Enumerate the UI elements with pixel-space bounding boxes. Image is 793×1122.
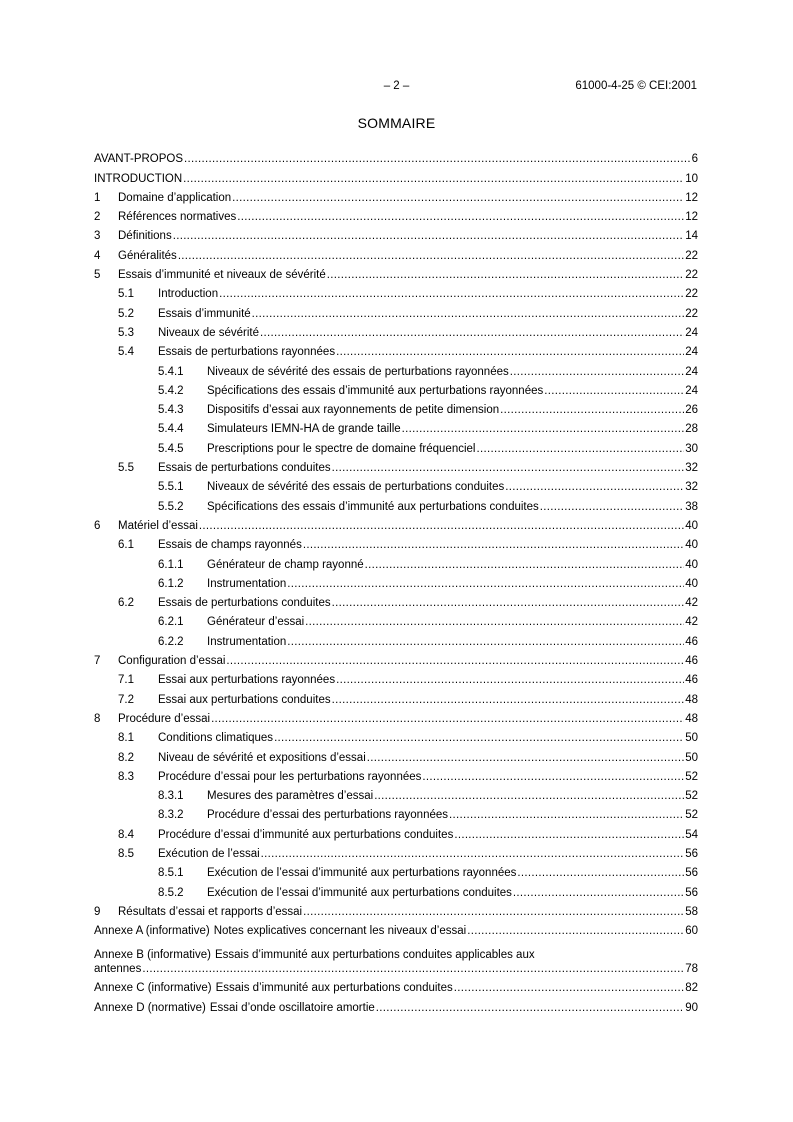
toc-number: 7.1 <box>118 674 134 687</box>
toc-label: Introduction <box>158 288 219 301</box>
dot-leader <box>544 384 684 398</box>
document-reference: 61000-4-25 © CEI:2001 <box>575 80 697 92</box>
toc-label: Essais de champs rayonnés <box>158 539 302 552</box>
toc-label: Définitions <box>118 230 172 243</box>
toc-page: 40 <box>685 558 698 571</box>
toc-page: 30 <box>685 442 698 455</box>
toc-page: 24 <box>685 365 698 378</box>
toc-number: 8.3.2 <box>158 809 184 822</box>
toc-page: 32 <box>685 462 698 475</box>
toc-page: 32 <box>685 481 698 494</box>
toc-entry-5-3[interactable] <box>94 321 698 340</box>
dot-leader <box>449 808 684 822</box>
toc-page: 40 <box>685 577 698 590</box>
dot-leader <box>422 770 684 784</box>
toc-label: Essais d’immunité <box>158 307 251 320</box>
toc-label: Essais d’immunité et niveaux de sévérité <box>118 269 326 282</box>
toc-number: 5.5.2 <box>158 500 184 513</box>
dot-leader <box>336 673 684 687</box>
toc-label: Matériel d’essai <box>118 519 198 532</box>
toc-page: 24 <box>685 384 698 397</box>
toc-page: 10 <box>685 172 698 185</box>
toc-page: 28 <box>685 423 698 436</box>
toc-number: 1 <box>94 191 101 204</box>
toc-entry-5-4-1[interactable] <box>94 359 698 378</box>
toc-label: Essai d’onde oscillatoire amortie <box>209 1001 375 1014</box>
dot-leader <box>454 828 684 842</box>
toc-number: 5.5.1 <box>158 481 184 494</box>
toc-page: 14 <box>685 230 698 243</box>
toc-page: 52 <box>685 770 698 783</box>
dot-leader <box>184 152 691 166</box>
dot-leader <box>402 422 685 436</box>
toc-page: 42 <box>685 597 698 610</box>
toc-number: 6.1.2 <box>158 577 184 590</box>
toc-number: 8.3 <box>118 770 134 783</box>
dot-leader <box>173 229 685 243</box>
toc-label: Essais d’immunité aux perturbations conduites applicables aux <box>214 949 535 962</box>
toc-page: 42 <box>685 616 698 629</box>
dot-leader <box>226 654 684 668</box>
toc-annex-line-2 <box>94 962 698 976</box>
toc-number: 8.4 <box>118 828 134 841</box>
toc-entry-9[interactable] <box>94 900 698 919</box>
dot-leader <box>261 847 685 861</box>
toc-label: Procédure d’essai des perturbations rayonnées <box>207 809 449 822</box>
page-header <box>0 80 793 96</box>
toc-annex-prefix: Annexe C (informative) <box>94 982 212 995</box>
toc-number: 8.3.1 <box>158 790 184 803</box>
toc-page: 22 <box>685 288 698 301</box>
dot-leader <box>332 461 685 475</box>
dot-leader <box>517 866 684 880</box>
dot-leader <box>376 1001 684 1015</box>
toc-page: 40 <box>685 519 698 532</box>
dot-leader <box>305 615 684 629</box>
dot-leader <box>183 172 684 186</box>
toc-label-continued: antennes <box>94 963 142 976</box>
toc-entry-6-2[interactable] <box>94 591 698 610</box>
toc-label: Niveau de sévérité et expositions d’essai <box>158 751 366 764</box>
toc-page: 56 <box>685 867 698 880</box>
toc-entry-5-4-5[interactable] <box>94 436 698 455</box>
toc-number: 6.1.1 <box>158 558 184 571</box>
toc-page: 12 <box>685 211 698 224</box>
toc-label: Essai aux perturbations rayonnées <box>158 674 336 687</box>
toc-number: 7.2 <box>118 693 134 706</box>
toc-entry-introduction[interactable] <box>94 166 698 185</box>
toc-number: 5.4.4 <box>158 423 184 436</box>
toc-label: Conditions climatiques <box>158 732 274 745</box>
toc-number: 8.5 <box>118 847 134 860</box>
toc-page: 22 <box>685 269 698 282</box>
dot-leader <box>540 500 684 514</box>
toc-number: 5.4.3 <box>158 404 184 417</box>
toc-entry-1[interactable] <box>94 186 698 205</box>
toc-label: Spécifications des essais d’immunité aux perturbations rayonnées <box>207 384 544 397</box>
toc-label: Niveaux de sévérité <box>158 326 259 339</box>
toc-page: 48 <box>685 693 698 706</box>
toc-number: 5.4.1 <box>158 365 184 378</box>
toc-entry-8-5[interactable] <box>94 842 698 861</box>
dot-leader <box>476 442 684 456</box>
toc-page: 50 <box>685 732 698 745</box>
toc-page: 24 <box>685 346 698 359</box>
toc-number: 5.4.5 <box>158 442 184 455</box>
toc-page: 54 <box>685 828 698 841</box>
toc-label: Instrumentation <box>207 635 287 648</box>
toc-number: 4 <box>94 249 101 262</box>
toc-label: Essais d’immunité aux perturbations conduites <box>215 982 453 995</box>
toc-number: 3 <box>94 230 101 243</box>
toc-entry-8-2[interactable] <box>94 745 698 764</box>
toc-entry-5-4-2[interactable] <box>94 379 698 398</box>
dot-leader <box>237 210 684 224</box>
toc-number: 6.1 <box>118 539 134 552</box>
dot-leader <box>178 249 684 263</box>
toc-page: 90 <box>685 1001 698 1014</box>
toc-entry-8-3-2[interactable] <box>94 803 698 822</box>
dot-leader <box>513 886 684 900</box>
toc-number: 5.1 <box>118 288 134 301</box>
toc-entry-8-4[interactable] <box>94 822 698 841</box>
toc-number: 9 <box>94 905 101 918</box>
toc-label: Configuration d’essai <box>118 655 226 668</box>
dot-leader <box>274 731 684 745</box>
dot-leader <box>332 596 685 610</box>
toc-entry-5-4[interactable] <box>94 340 698 359</box>
dot-leader <box>336 345 684 359</box>
toc-page: 48 <box>685 712 698 725</box>
dot-leader <box>232 191 684 205</box>
dot-leader <box>219 287 684 301</box>
toc-entry-7-2[interactable] <box>94 687 698 706</box>
toc-entry-8-3[interactable] <box>94 765 698 784</box>
toc-annex-prefix: Annexe B (informative) <box>94 949 211 962</box>
toc-label: Généralités <box>118 249 177 262</box>
toc-page: 46 <box>685 635 698 648</box>
toc-entry-annex-c[interactable] <box>94 976 698 995</box>
toc-entry-6-2-1[interactable] <box>94 610 698 629</box>
toc-number: 5.5 <box>118 462 134 475</box>
table-of-contents <box>94 147 698 1015</box>
toc-label: Exécution de l’essai <box>158 847 260 860</box>
toc-page: 46 <box>685 655 698 668</box>
toc-page: 56 <box>685 847 698 860</box>
toc-label: Instrumentation <box>207 577 287 590</box>
dot-leader <box>327 268 684 282</box>
toc-entry-5-1[interactable] <box>94 282 698 301</box>
toc-number: 8 <box>94 712 101 725</box>
toc-number: 5.3 <box>118 326 134 339</box>
toc-page: 24 <box>685 326 698 339</box>
toc-entry-6-2-2[interactable] <box>94 629 698 648</box>
dot-leader <box>500 403 684 417</box>
toc-number: 5 <box>94 269 101 282</box>
toc-number: 6.2.2 <box>158 635 184 648</box>
dot-leader <box>252 307 685 321</box>
toc-label: Essai aux perturbations conduites <box>158 693 331 706</box>
toc-number: 8.2 <box>118 751 134 764</box>
toc-page: 52 <box>685 809 698 822</box>
toc-page: 78 <box>685 963 698 976</box>
toc-page: 22 <box>685 249 698 262</box>
toc-number: 6.2.1 <box>158 616 184 629</box>
dot-leader <box>260 326 684 340</box>
toc-entry-2[interactable] <box>94 205 698 224</box>
toc-page: 82 <box>685 982 698 995</box>
toc-label: Essais de perturbations rayonnées <box>158 346 336 359</box>
dot-leader <box>467 924 684 938</box>
toc-entry-6-1-2[interactable] <box>94 572 698 591</box>
toc-label: Générateur de champ rayonné <box>207 558 364 571</box>
toc-page: 38 <box>685 500 698 513</box>
toc-entry-5-5-2[interactable] <box>94 494 698 513</box>
toc-entry-annex-b[interactable] <box>94 938 698 976</box>
dot-leader <box>365 558 685 572</box>
dot-leader <box>367 751 684 765</box>
toc-entry-annex-d[interactable] <box>94 995 698 1014</box>
toc-number: 2 <box>94 211 101 224</box>
toc-page: 58 <box>685 905 698 918</box>
toc-label: Domaine d’application <box>118 191 232 204</box>
toc-entry-8[interactable] <box>94 707 698 726</box>
toc-label: Simulateurs IEMN-HA de grande taille <box>207 423 401 436</box>
toc-number: 8.5.2 <box>158 886 184 899</box>
toc-label: Prescriptions pour le spectre de domaine fréquenciel <box>207 442 476 455</box>
toc-entry-5-4-4[interactable] <box>94 417 698 436</box>
toc-label: Exécution de l’essai d’immunité aux perturbations rayonnées <box>207 867 517 880</box>
toc-entry-4[interactable] <box>94 243 698 262</box>
toc-page: 22 <box>685 307 698 320</box>
toc-number: 7 <box>94 655 101 668</box>
toc-label: Générateur d’essai <box>207 616 305 629</box>
toc-entry-7[interactable] <box>94 649 698 668</box>
toc-number: 5.4 <box>118 346 134 359</box>
dot-leader <box>287 635 684 649</box>
toc-page: 56 <box>685 886 698 899</box>
toc-label: Mesures des paramètres d’essai <box>207 790 374 803</box>
toc-annex-prefix: Annexe A (informative) <box>94 925 210 938</box>
dot-leader <box>199 519 684 533</box>
toc-number: 6 <box>94 519 101 532</box>
toc-entry-6-1[interactable] <box>94 533 698 552</box>
toc-entry-7-1[interactable] <box>94 668 698 687</box>
toc-page: 52 <box>685 790 698 803</box>
toc-number: 8.1 <box>118 732 134 745</box>
page-number: – 2 – <box>383 80 410 92</box>
toc-annex-line-1 <box>94 948 698 962</box>
toc-page: 40 <box>685 539 698 552</box>
toc-entry-8-5-2[interactable] <box>94 880 698 899</box>
toc-entry-avant-propos[interactable] <box>94 147 698 166</box>
toc-entry-6-1-1[interactable] <box>94 552 698 571</box>
toc-label: Procédure d’essai pour les perturbations rayonnées <box>158 770 422 783</box>
toc-entry-8-3-1[interactable] <box>94 784 698 803</box>
dot-leader <box>142 962 684 976</box>
toc-entry-5-5[interactable] <box>94 456 698 475</box>
dot-leader <box>303 538 684 552</box>
toc-page: 46 <box>685 674 698 687</box>
dot-leader <box>374 789 684 803</box>
toc-number: 8.5.1 <box>158 867 184 880</box>
dot-leader <box>287 577 684 591</box>
dot-leader <box>303 905 684 919</box>
toc-entry-5-5-1[interactable] <box>94 475 698 494</box>
dot-leader <box>211 712 684 726</box>
dot-leader <box>454 981 684 995</box>
toc-page: 6 <box>691 153 698 166</box>
toc-label: Procédure d’essai <box>118 712 211 725</box>
toc-label: Essais de perturbations conduites <box>158 462 331 475</box>
toc-label: Niveaux de sévérité des essais de perturbations conduites <box>207 481 505 494</box>
toc-entry-5-2[interactable] <box>94 301 698 320</box>
toc-label: Spécifications des essais d’immunité aux perturbations conduites <box>207 500 539 513</box>
toc-label: Notes explicatives concernant les niveaux d’essai <box>213 925 467 938</box>
toc-entry-5-4-3[interactable] <box>94 398 698 417</box>
toc-page: 26 <box>685 404 698 417</box>
toc-label: AVANT-PROPOS <box>94 153 184 166</box>
dot-leader <box>510 365 684 379</box>
toc-page: 12 <box>685 191 698 204</box>
toc-number: 6.2 <box>118 597 134 610</box>
toc-label: Dispositifs d’essai aux rayonnements de petite dimension <box>207 404 500 417</box>
toc-page: 60 <box>685 925 698 938</box>
toc-label: Références normatives <box>118 211 237 224</box>
dot-leader <box>332 693 685 707</box>
toc-page: 50 <box>685 751 698 764</box>
toc-entry-5[interactable] <box>94 263 698 282</box>
toc-number: 5.2 <box>118 307 134 320</box>
toc-entry-3[interactable] <box>94 224 698 243</box>
toc-label: Résultats d’essai et rapports d’essai <box>118 905 303 918</box>
toc-label: Niveaux de sévérité des essais de perturbations rayonnées <box>207 365 509 378</box>
toc-annex-prefix: Annexe D (normative) <box>94 1001 206 1014</box>
toc-entry-6[interactable] <box>94 514 698 533</box>
toc-label: Procédure d’essai d’immunité aux perturbations conduites <box>158 828 454 841</box>
toc-label: Exécution de l’essai d’immunité aux perturbations conduites <box>207 886 512 899</box>
toc-entry-annex-a[interactable] <box>94 919 698 938</box>
toc-entry-8-1[interactable] <box>94 726 698 745</box>
toc-label: INTRODUCTION <box>94 172 183 185</box>
toc-entry-8-5-1[interactable] <box>94 861 698 880</box>
toc-label: Essais de perturbations conduites <box>158 597 331 610</box>
toc-number: 5.4.2 <box>158 384 184 397</box>
page-title: SOMMAIRE <box>357 115 436 131</box>
dot-leader <box>505 480 684 494</box>
